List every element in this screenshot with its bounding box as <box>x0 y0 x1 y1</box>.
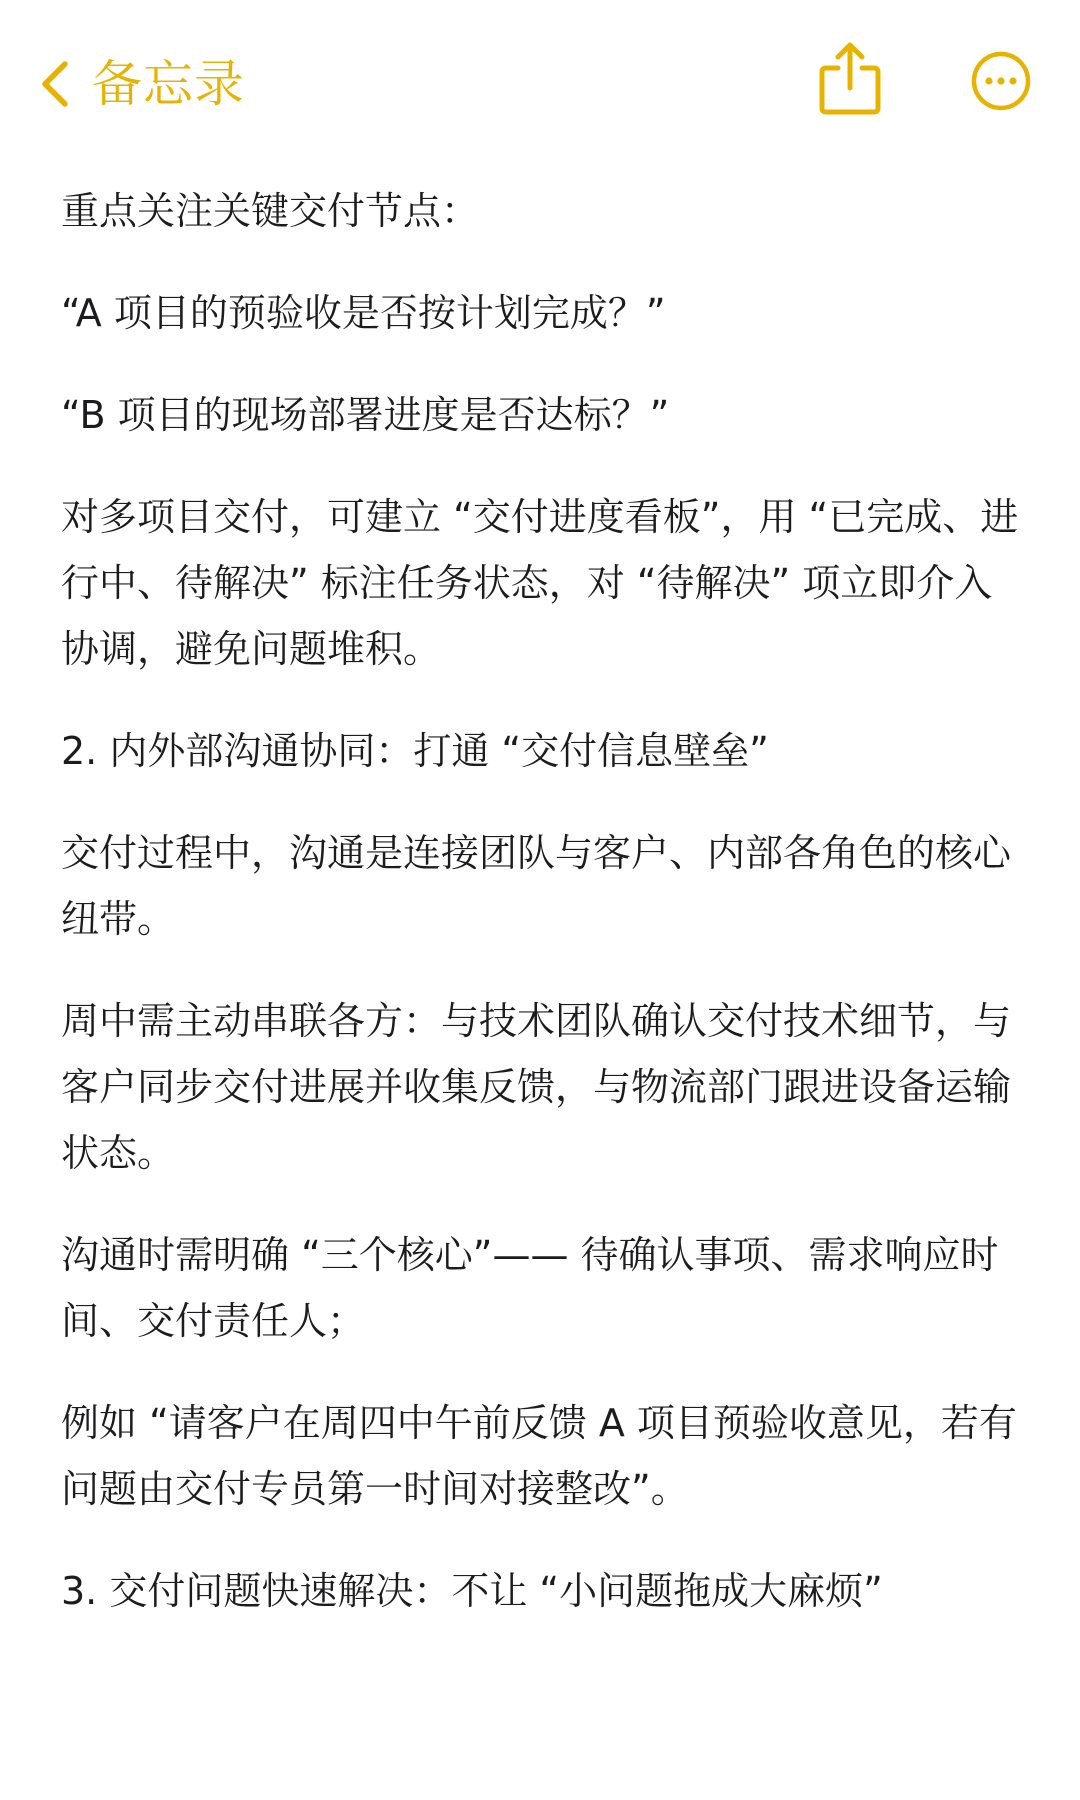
note-paragraph: 例如 “请客户在周四中午前反馈 A 项目预验收意见，若有问题由交付专员第一时间对接整改”。 <box>61 1401 1017 1511</box>
back-button[interactable] <box>40 52 245 116</box>
note-paragraph: 2. 内外部沟通协同：打通 “交付信息壁垒” <box>61 729 769 773</box>
note-paragraph: “A 项目的预验收是否按计划完成？” <box>61 291 666 335</box>
note-body[interactable] <box>61 178 1021 1660</box>
note-paragraph: 对多项目交付，可建立 “交付进度看板”，用 “已完成、进行中、待解决” 标注任务状态，对 “待解决” 项立即介入协调，避免问题堆积。 <box>61 495 1019 671</box>
note-paragraph: 重点关注关键交付节点： <box>61 189 480 233</box>
note-paragraph: 3. 交付问题快速解决：不让 “小问题拖成大麻烦” <box>61 1569 883 1613</box>
navigation-bar <box>0 0 1080 170</box>
note-paragraph: “B 项目的现场部署进度是否达标？” <box>61 393 670 437</box>
share-button[interactable] <box>818 40 882 116</box>
ellipsis-circle-icon <box>970 50 1032 112</box>
note-paragraph: 交付过程中，沟通是连接团队与客户、内部各角色的核心纽带。 <box>61 831 1012 941</box>
note-paragraph: 沟通时需明确 “三个核心”—— 待确认事项、需求响应时间、交付责任人； <box>61 1233 999 1343</box>
share-icon <box>818 40 882 116</box>
note-paragraph: 周中需主动串联各方：与技术团队确认交付技术细节，与客户同步交付进展并收集反馈，与物流部门跟进设备运输状态。 <box>61 999 1012 1175</box>
more-button[interactable] <box>970 50 1032 112</box>
back-label: 备忘录 <box>92 55 245 113</box>
chevron-left-icon <box>40 59 70 109</box>
